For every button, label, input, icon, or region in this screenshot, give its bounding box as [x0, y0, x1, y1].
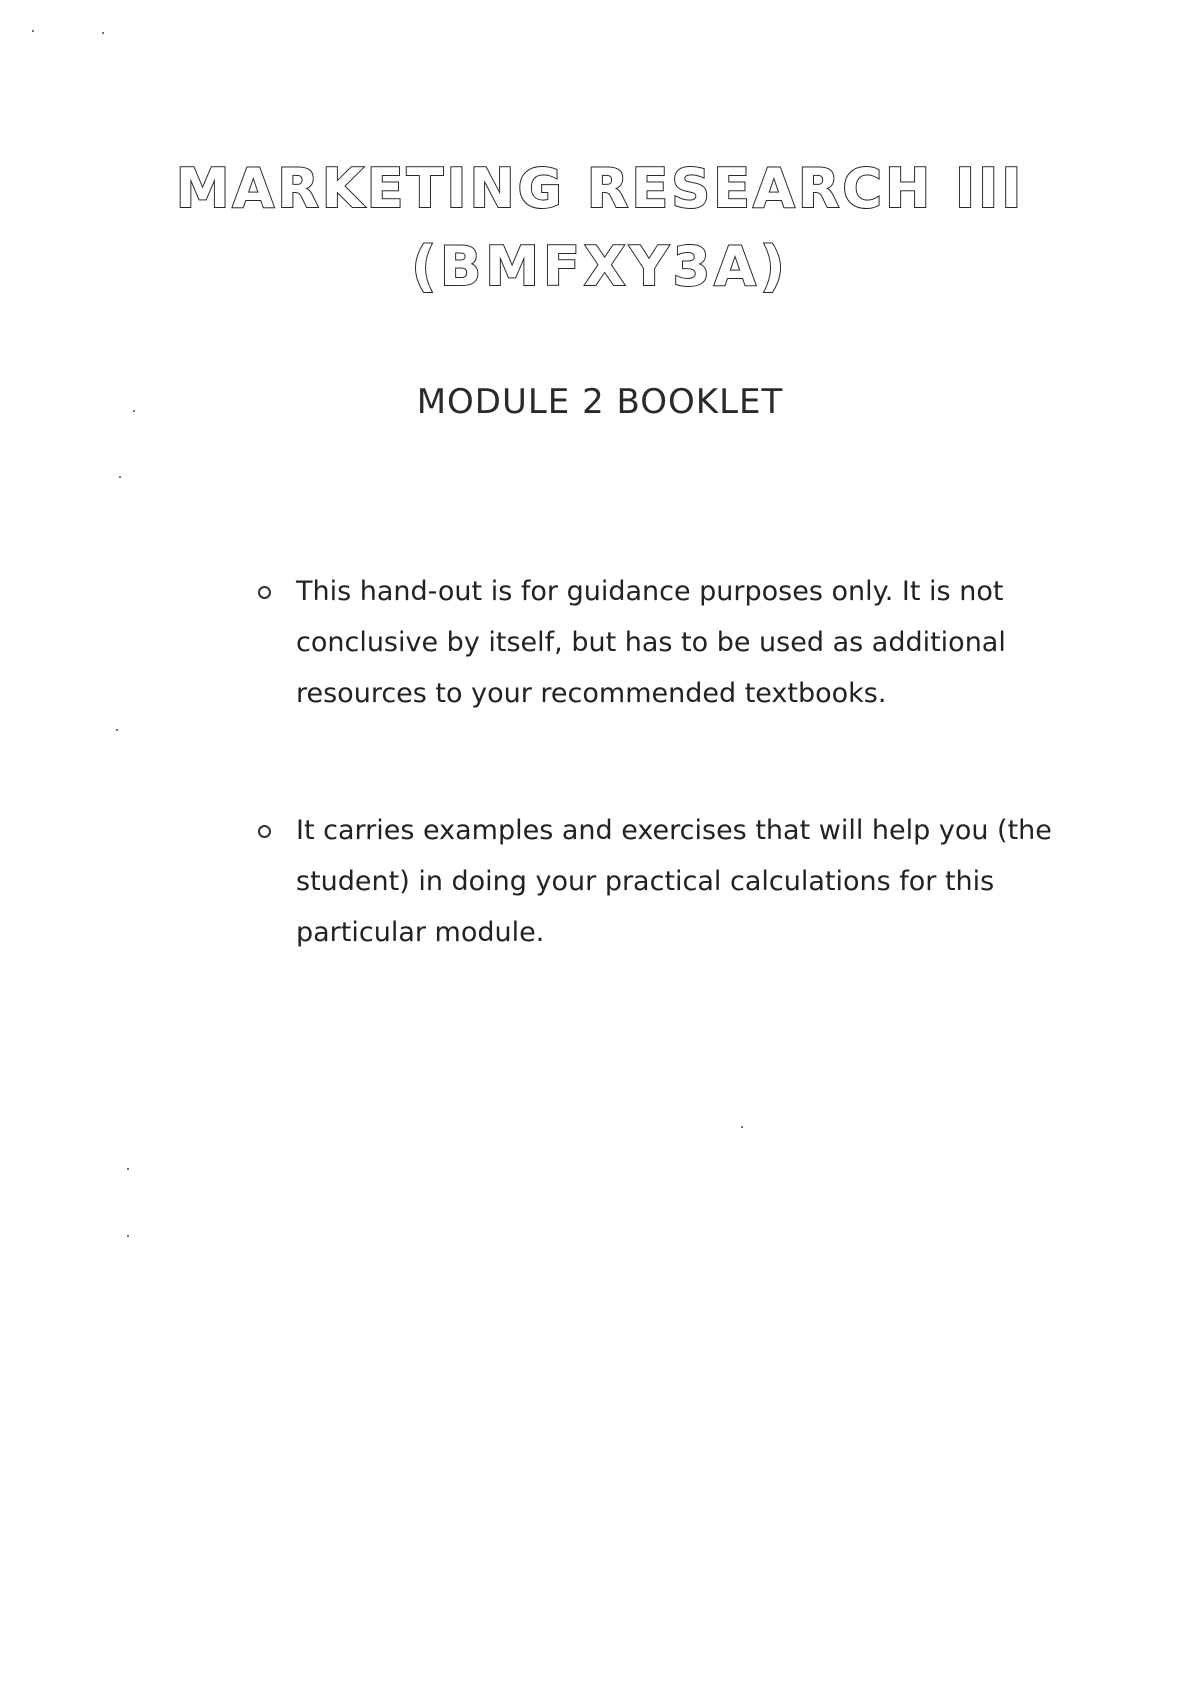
bullet-text: It carries examples and exercises that will help you (the student) in doing your practical calculations for this particular module.	[296, 815, 1052, 948]
title-line-course-name: MARKETING RESEARCH III	[175, 157, 1025, 220]
bullet-icon	[258, 825, 271, 838]
scan-speck	[127, 1168, 129, 1170]
scan-speck	[741, 1126, 743, 1128]
bullet-list	[258, 566, 1058, 958]
bullet-text: This hand-out is for guidance purposes only. It is not conclusive by itself, but has to be used as additional resources to your recommended textbooks.	[296, 576, 1006, 709]
scan-speck	[116, 729, 118, 731]
title-line-course-code: (BMFXY3A)	[411, 235, 789, 298]
list-item	[258, 566, 1058, 719]
scan-speck	[127, 1235, 129, 1237]
list-item	[258, 805, 1058, 958]
scan-speck	[32, 30, 34, 32]
scan-speck	[119, 476, 121, 478]
bullet-icon	[258, 586, 271, 599]
module-subtitle: MODULE 2 BOOKLET	[416, 382, 784, 422]
document-title	[0, 150, 1200, 306]
scan-speck	[102, 32, 104, 34]
